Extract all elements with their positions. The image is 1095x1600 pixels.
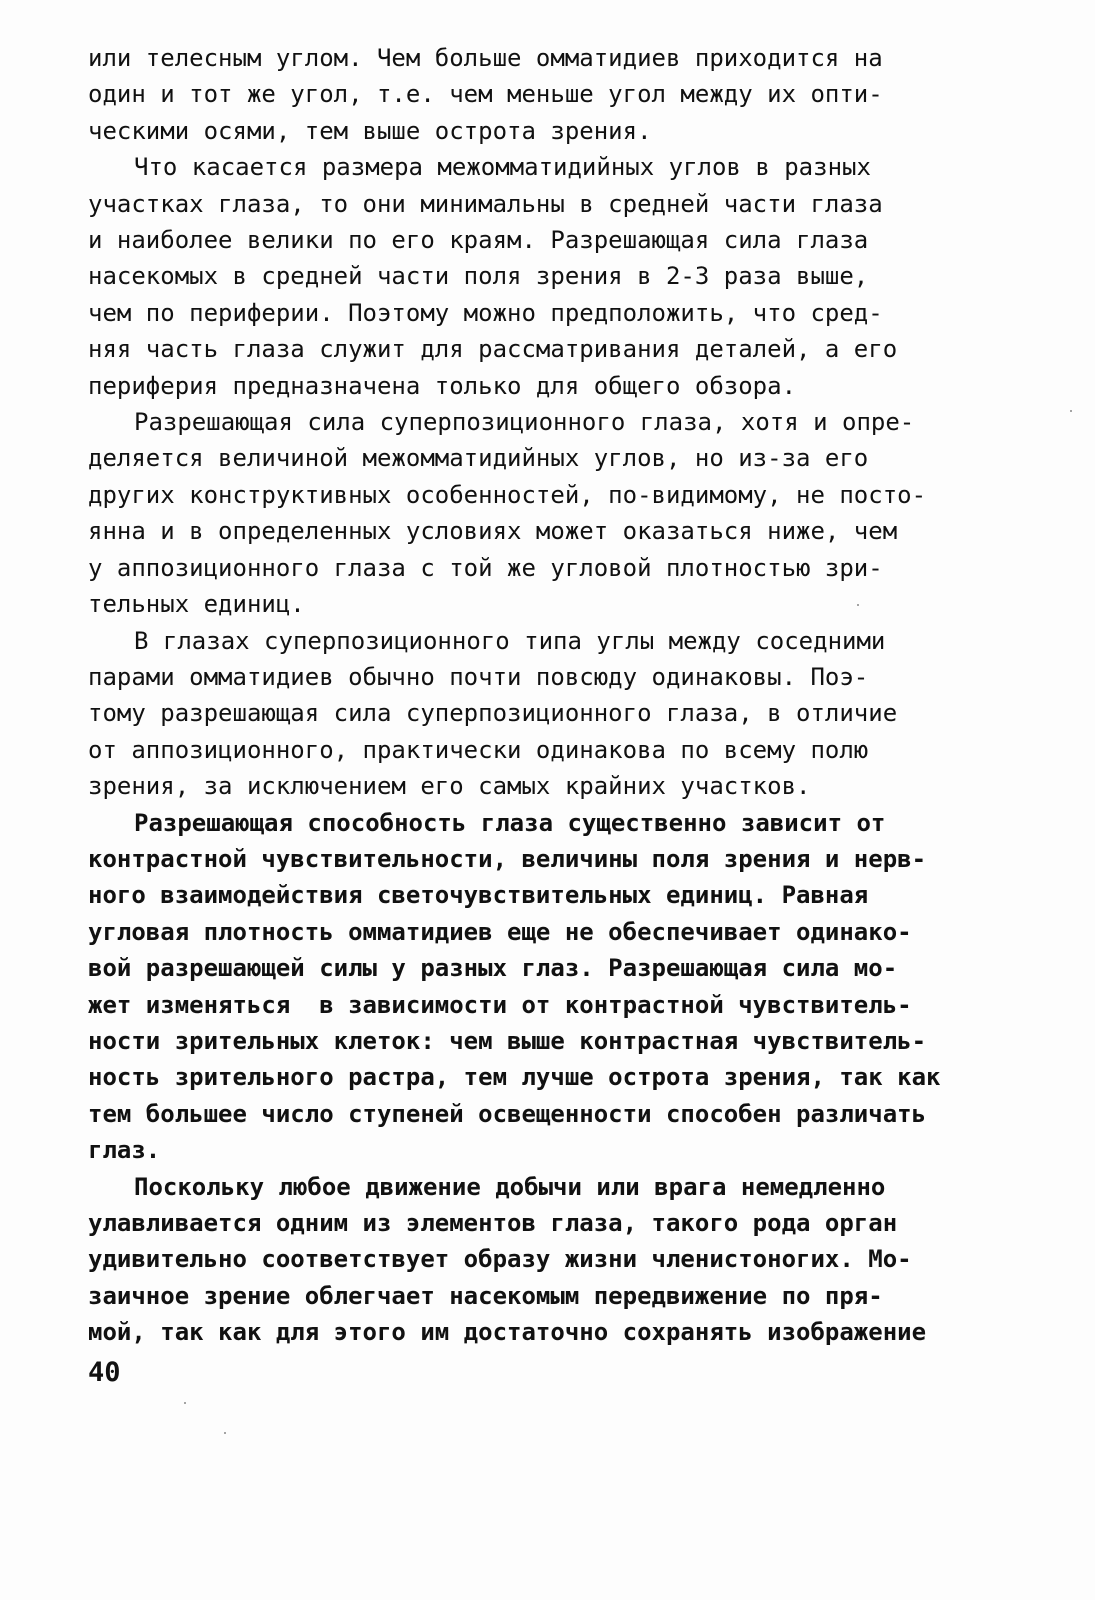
- body-text: [88, 40, 1048, 1351]
- text-line: янна и в определенных условиях может оказаться ниже, чем: [88, 517, 898, 546]
- text-line: ности зрительных клеток: чем выше контрастная чувствитель-: [88, 1026, 927, 1055]
- text-line: Поскольку любое движение добычи или врага немедленно: [134, 1172, 886, 1201]
- paragraph: [88, 40, 1048, 149]
- text-line: ческими осями, тем выше острота зрения.: [88, 116, 652, 145]
- page-number: 40: [88, 1357, 121, 1388]
- text-line: деляется величиной межомматидийных углов, но из-за его: [88, 444, 869, 473]
- paragraph: [88, 805, 1048, 1169]
- text-line: ного взаимодействия светочувствительных единиц. Равная: [88, 881, 869, 910]
- text-line: тельных единиц.: [88, 590, 305, 619]
- paragraph: [88, 1169, 1048, 1351]
- text-line: один и тот же угол, т.е. чем меньше угол между их опти-: [88, 80, 883, 109]
- paragraph: [88, 404, 1048, 622]
- text-line: ность зрительного растра, тем лучше острота зрения, так как: [88, 1063, 941, 1092]
- text-line: жет изменяться в зависимости от контрастной чувствитель-: [88, 990, 912, 1019]
- text-line: мой, так как для этого им достаточно сохранять изображение: [88, 1318, 927, 1347]
- text-line: глаз.: [88, 1136, 161, 1165]
- text-line: тому разрешающая сила суперпозиционного глаза, в отличие: [88, 699, 898, 728]
- text-line: от аппозиционного, практически одинакова по всему полю: [88, 735, 869, 764]
- text-line: насекомых в средней части поля зрения в 2-3 раза выше,: [88, 262, 869, 291]
- scan-speck: [857, 604, 859, 606]
- text-line: других конструктивных особенностей, по-видимому, не посто-: [88, 480, 927, 509]
- text-line: заичное зрение облегчает насекомым передвижение по пря-: [88, 1281, 883, 1310]
- text-line: Разрешающая сила суперпозиционного глаза, хотя и опре-: [134, 408, 915, 437]
- text-line: чем по периферии. Поэтому можно предположить, что сред-: [88, 298, 883, 327]
- text-line: угловая плотность омматидиев еще не обеспечивает одинако-: [88, 917, 912, 946]
- text-line: вой разрешающей силы у разных глаз. Разрешающая сила мо-: [88, 954, 898, 983]
- scan-speck: [1070, 410, 1072, 412]
- text-line: участках глаза, то они минимальны в средней части глаза: [88, 189, 883, 218]
- paragraph: [88, 149, 1048, 404]
- text-line: и наиболее велики по его краям. Разрешающая сила глаза: [88, 226, 869, 255]
- text-line: у аппозиционного глаза с той же угловой плотностью зри-: [88, 553, 883, 582]
- text-line: или телесным углом. Чем больше омматидиев приходится на: [88, 44, 883, 72]
- paragraph: [88, 623, 1048, 805]
- text-line: Что касается размера межомматидийных углов в разных: [134, 153, 871, 182]
- text-line: контрастной чувствительности, величины поля зрения и нерв-: [88, 844, 927, 873]
- text-line: тем большее число ступеней освещенности способен различать: [88, 1099, 927, 1128]
- scan-speck: [184, 1402, 186, 1404]
- text-line: улавливается одним из элементов глаза, такого рода орган: [88, 1209, 898, 1237]
- text-line: Разрешающая способность глаза существенно зависит от: [134, 808, 886, 837]
- text-line: периферия предназначена только для общего обзора.: [88, 371, 797, 400]
- text-line: В глазах суперпозиционного типа углы между соседними: [134, 626, 886, 655]
- text-line: зрения, за исключением его самых крайних участков.: [88, 772, 811, 801]
- text-line: удивительно соответствует образу жизни членистоногих. Мо-: [88, 1245, 912, 1274]
- text-line: парами омматидиев обычно почти повсюду одинаковы. Поэ-: [88, 662, 869, 691]
- scan-speck: [224, 1432, 226, 1434]
- text-line: няя часть глаза служит для рассматривания деталей, а его: [88, 335, 898, 364]
